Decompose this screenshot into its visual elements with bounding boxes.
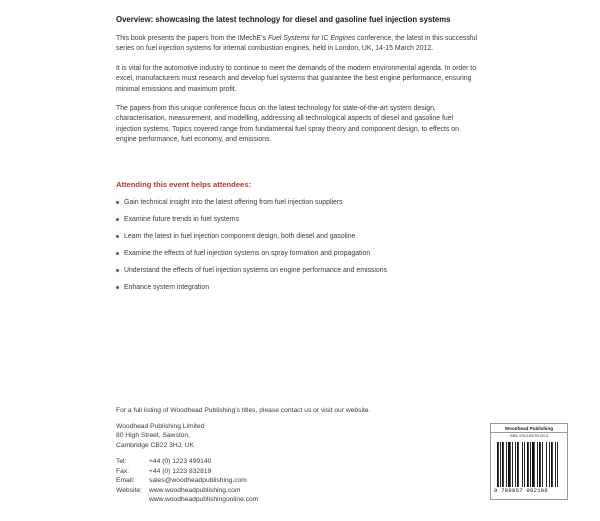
list-item: Enhance system integration xyxy=(116,283,478,300)
email-label: Email: xyxy=(116,477,135,484)
list-item: Examine future trends in fuel systems xyxy=(116,215,478,232)
overview-paragraph-3: The papers from this unique conference focus on the latest technology for state-of-the-art system design, characterisation, measurement, and modelling, addressing all technological aspects of diesel and gasoline fuel injection systems. Topics covered range from fundamental fuel spray theory and component design, to effects on engine performance, fuel economy, and emissions. xyxy=(116,105,459,144)
fax-label: Fax: xyxy=(116,467,130,475)
publisher-address xyxy=(116,422,478,451)
website-row-2 xyxy=(116,495,478,505)
bullet-icon xyxy=(116,235,119,238)
barcode-icon xyxy=(497,442,561,487)
barcode-isbn: ISBN: 978-0-85709-210-6 xyxy=(509,434,549,438)
bullet-icon xyxy=(116,269,119,272)
list-item: Gain technical insight into the latest offering from fuel injection suppliers xyxy=(116,198,478,215)
address-line: 80 High Street, Sawston, xyxy=(116,432,190,439)
overview-paragraph-1: This book presents the papers from the IMechE’s Fuel Systems for IC Engines conference, the latest in this successful series on fuel injection systems for internal combustion engines, held in London, UK, 14-15 March 2012. xyxy=(116,35,478,53)
list-item: Learn the latest in fuel injection component design, both diesel and gasoline xyxy=(116,232,478,249)
overview-section xyxy=(116,15,478,146)
website-row xyxy=(116,486,478,496)
barcode-digits: 9 780857 092106 xyxy=(494,487,549,494)
tel-label: Tel: xyxy=(116,458,127,465)
contact-details xyxy=(116,457,478,505)
bullet-icon xyxy=(116,201,119,204)
barcode-label xyxy=(490,423,568,500)
attending-section xyxy=(116,180,478,300)
overview-paragraph-2: It is vital for the automotive industry to continue to meet the demands of the modern environmental agenda. In order to excel, manufacturers must research and develop fuel systems that guarantee the best engine performance, ensuring minimal emissions and maximum profit. xyxy=(116,64,477,93)
website-label: Website: xyxy=(116,486,142,494)
email-link[interactable]: sales@woodheadpublishing.com xyxy=(149,477,247,484)
contact-intro: For a full listing of Woodhead Publishing’s titles, please contact us or visit our website. xyxy=(116,407,371,414)
contact-section xyxy=(116,406,478,505)
website-link-2[interactable]: www.woodheadpublishingonline.com xyxy=(149,496,259,503)
barcode-publisher: Woodhead Publishing xyxy=(491,425,567,433)
address-line: Cambridge CB22 3HJ, UK xyxy=(116,441,195,449)
list-item: Examine the effects of fuel injection systems on spray formation and propagation xyxy=(116,249,478,266)
bullet-icon xyxy=(116,218,119,221)
overview-heading: Overview: showcasing the latest technology for diesel and gasoline fuel injection systems xyxy=(116,15,451,24)
attending-heading: Attending this event helps attendees: xyxy=(116,180,252,189)
bullet-icon xyxy=(116,252,119,255)
bullet-icon xyxy=(116,286,119,289)
list-item: Understand the effects of fuel injection systems on engine performance and emissions xyxy=(116,266,478,283)
fax-row xyxy=(116,467,478,477)
website-link[interactable]: www.woodheadpublishing.com xyxy=(149,486,241,494)
tel-value: +44 (0) 1223 499140 xyxy=(149,458,212,465)
address-line: Woodhead Publishing Limited xyxy=(116,422,205,430)
email-row xyxy=(116,476,478,486)
fax-value: +44 (0) 1223 832819 xyxy=(149,467,212,475)
attending-list xyxy=(116,198,478,300)
tel-row xyxy=(116,457,478,467)
